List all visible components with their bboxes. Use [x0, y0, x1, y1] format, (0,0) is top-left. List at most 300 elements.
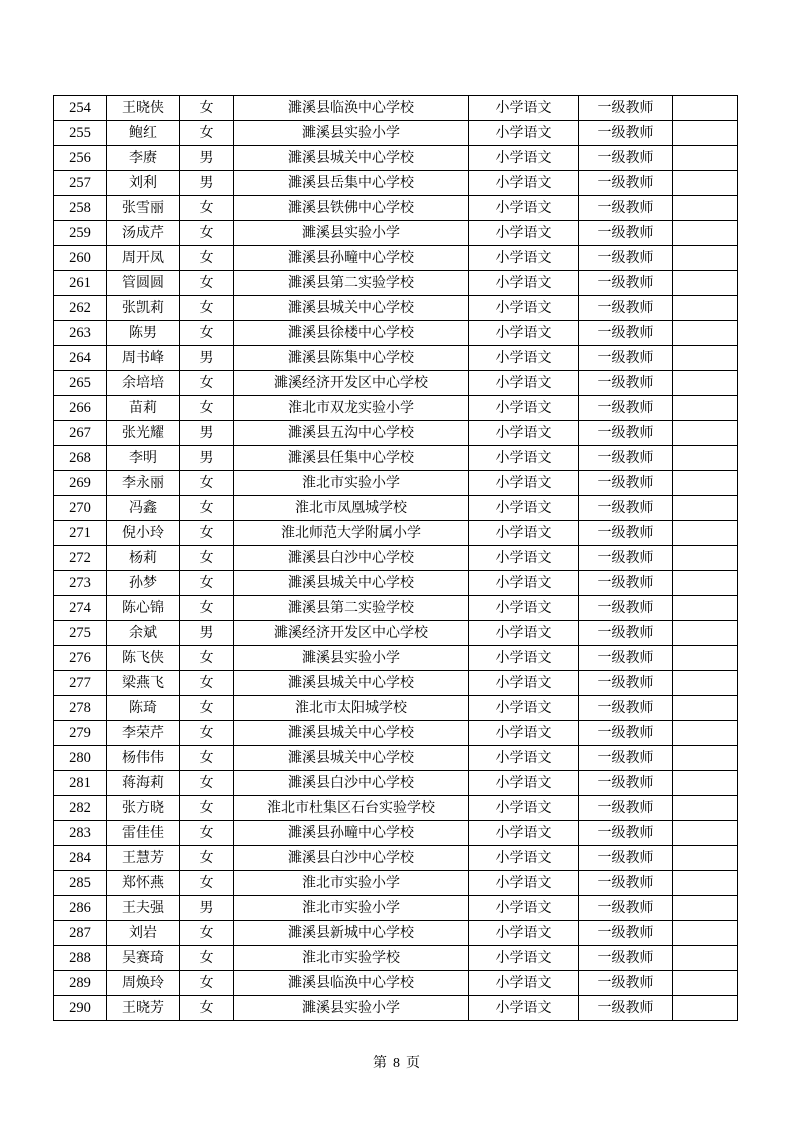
- cell-name: 陈心锦: [107, 596, 180, 621]
- cell-name: 刘岩: [107, 921, 180, 946]
- cell-title: 一级教师: [579, 771, 673, 796]
- cell-school: 淮北市杜集区石台实验学校: [234, 796, 469, 821]
- cell-title: 一级教师: [579, 146, 673, 171]
- cell-name: 王晓侠: [107, 96, 180, 121]
- cell-gender: 女: [180, 771, 234, 796]
- cell-subject: 小学语文: [469, 846, 579, 871]
- cell-gender: 女: [180, 546, 234, 571]
- cell-school: 濉溪县白沙中心学校: [234, 546, 469, 571]
- cell-name: 王晓芳: [107, 996, 180, 1021]
- cell-gender: 女: [180, 121, 234, 146]
- cell-school: 淮北市凤凰城学校: [234, 496, 469, 521]
- cell-gender: 女: [180, 746, 234, 771]
- cell-subject: 小学语文: [469, 571, 579, 596]
- cell-no: 284: [54, 846, 107, 871]
- cell-gender: 女: [180, 296, 234, 321]
- cell-remark: [673, 96, 738, 121]
- cell-remark: [673, 496, 738, 521]
- cell-no: 268: [54, 446, 107, 471]
- cell-title: 一级教师: [579, 596, 673, 621]
- table-row: [54, 646, 738, 671]
- cell-no: 265: [54, 371, 107, 396]
- cell-subject: 小学语文: [469, 771, 579, 796]
- cell-gender: 女: [180, 721, 234, 746]
- cell-subject: 小学语文: [469, 321, 579, 346]
- cell-school: 淮北市双龙实验小学: [234, 396, 469, 421]
- cell-subject: 小学语文: [469, 546, 579, 571]
- cell-remark: [673, 421, 738, 446]
- cell-remark: [673, 871, 738, 896]
- cell-school: 濉溪县徐楼中心学校: [234, 321, 469, 346]
- table-row: [54, 296, 738, 321]
- cell-name: 李永丽: [107, 471, 180, 496]
- cell-gender: 男: [180, 146, 234, 171]
- cell-remark: [673, 971, 738, 996]
- cell-remark: [673, 746, 738, 771]
- table-row: [54, 921, 738, 946]
- cell-name: 张雪丽: [107, 196, 180, 221]
- cell-gender: 女: [180, 846, 234, 871]
- cell-name: 吴赛琦: [107, 946, 180, 971]
- cell-gender: 女: [180, 496, 234, 521]
- cell-gender: 男: [180, 171, 234, 196]
- cell-no: 290: [54, 996, 107, 1021]
- table-row: [54, 571, 738, 596]
- cell-gender: 女: [180, 471, 234, 496]
- cell-name: 梁燕飞: [107, 671, 180, 696]
- cell-gender: 女: [180, 696, 234, 721]
- cell-subject: 小学语文: [469, 796, 579, 821]
- cell-remark: [673, 221, 738, 246]
- cell-title: 一级教师: [579, 746, 673, 771]
- cell-gender: 女: [180, 521, 234, 546]
- cell-remark: [673, 571, 738, 596]
- cell-school: 濉溪县白沙中心学校: [234, 846, 469, 871]
- cell-subject: 小学语文: [469, 96, 579, 121]
- cell-title: 一级教师: [579, 246, 673, 271]
- cell-school: 濉溪县实验小学: [234, 221, 469, 246]
- cell-gender: 女: [180, 221, 234, 246]
- cell-no: 262: [54, 296, 107, 321]
- cell-title: 一级教师: [579, 921, 673, 946]
- cell-remark: [673, 646, 738, 671]
- table-row: [54, 821, 738, 846]
- cell-subject: 小学语文: [469, 946, 579, 971]
- table-row: [54, 946, 738, 971]
- cell-remark: [673, 946, 738, 971]
- table-row: [54, 146, 738, 171]
- table-row: [54, 271, 738, 296]
- cell-subject: 小学语文: [469, 721, 579, 746]
- table-row: [54, 546, 738, 571]
- cell-no: 266: [54, 396, 107, 421]
- cell-school: 濉溪县陈集中心学校: [234, 346, 469, 371]
- cell-no: 289: [54, 971, 107, 996]
- cell-title: 一级教师: [579, 971, 673, 996]
- cell-title: 一级教师: [579, 346, 673, 371]
- cell-no: 288: [54, 946, 107, 971]
- cell-remark: [673, 696, 738, 721]
- cell-name: 周书峰: [107, 346, 180, 371]
- cell-subject: 小学语文: [469, 696, 579, 721]
- cell-school: 濉溪县实验小学: [234, 996, 469, 1021]
- cell-name: 刘利: [107, 171, 180, 196]
- table-row: [54, 421, 738, 446]
- cell-school: 濉溪县临涣中心学校: [234, 971, 469, 996]
- cell-school: 濉溪县新城中心学校: [234, 921, 469, 946]
- cell-remark: [673, 321, 738, 346]
- cell-title: 一级教师: [579, 221, 673, 246]
- cell-name: 鲍红: [107, 121, 180, 146]
- cell-no: 281: [54, 771, 107, 796]
- cell-name: 陈男: [107, 321, 180, 346]
- cell-name: 张方晓: [107, 796, 180, 821]
- cell-remark: [673, 596, 738, 621]
- cell-no: 257: [54, 171, 107, 196]
- cell-school: 濉溪县岳集中心学校: [234, 171, 469, 196]
- cell-remark: [673, 821, 738, 846]
- table-row: [54, 596, 738, 621]
- cell-no: 287: [54, 921, 107, 946]
- cell-no: 277: [54, 671, 107, 696]
- cell-no: 267: [54, 421, 107, 446]
- cell-remark: [673, 171, 738, 196]
- table-row: [54, 971, 738, 996]
- cell-gender: 女: [180, 921, 234, 946]
- cell-title: 一级教师: [579, 646, 673, 671]
- cell-name: 李明: [107, 446, 180, 471]
- cell-no: 264: [54, 346, 107, 371]
- cell-title: 一级教师: [579, 996, 673, 1021]
- table-row: [54, 996, 738, 1021]
- cell-name: 汤成芹: [107, 221, 180, 246]
- cell-name: 管圆圆: [107, 271, 180, 296]
- page-suffix: 页: [406, 1055, 420, 1071]
- cell-title: 一级教师: [579, 421, 673, 446]
- cell-subject: 小学语文: [469, 671, 579, 696]
- cell-gender: 男: [180, 621, 234, 646]
- cell-title: 一级教师: [579, 696, 673, 721]
- table-row: [54, 471, 738, 496]
- cell-no: 269: [54, 471, 107, 496]
- cell-subject: 小学语文: [469, 921, 579, 946]
- table-row: [54, 896, 738, 921]
- cell-school: 濉溪县五沟中心学校: [234, 421, 469, 446]
- cell-no: 280: [54, 746, 107, 771]
- cell-name: 周焕玲: [107, 971, 180, 996]
- cell-no: 273: [54, 571, 107, 596]
- cell-school: 濉溪县城关中心学校: [234, 721, 469, 746]
- cell-no: 276: [54, 646, 107, 671]
- cell-subject: 小学语文: [469, 121, 579, 146]
- cell-subject: 小学语文: [469, 496, 579, 521]
- cell-remark: [673, 271, 738, 296]
- cell-no: 261: [54, 271, 107, 296]
- cell-school: 濉溪经济开发区中心学校: [234, 621, 469, 646]
- table-row: [54, 446, 738, 471]
- cell-name: 陈琦: [107, 696, 180, 721]
- cell-school: 濉溪县孙疃中心学校: [234, 246, 469, 271]
- cell-name: 苗莉: [107, 396, 180, 421]
- cell-school: 淮北师范大学附属小学: [234, 521, 469, 546]
- cell-name: 郑怀燕: [107, 871, 180, 896]
- cell-title: 一级教师: [579, 121, 673, 146]
- page-prefix: 第: [373, 1055, 387, 1071]
- table-row: [54, 96, 738, 121]
- cell-name: 孙梦: [107, 571, 180, 596]
- table-row: [54, 321, 738, 346]
- cell-school: 淮北市实验小学: [234, 471, 469, 496]
- cell-title: 一级教师: [579, 271, 673, 296]
- cell-gender: 男: [180, 346, 234, 371]
- cell-title: 一级教师: [579, 896, 673, 921]
- cell-name: 王慧芳: [107, 846, 180, 871]
- cell-school: 濉溪县孙疃中心学校: [234, 821, 469, 846]
- cell-name: 李荣芹: [107, 721, 180, 746]
- table-body: [54, 96, 738, 1021]
- cell-title: 一级教师: [579, 496, 673, 521]
- cell-no: 258: [54, 196, 107, 221]
- cell-no: 279: [54, 721, 107, 746]
- cell-subject: 小学语文: [469, 621, 579, 646]
- cell-gender: 女: [180, 571, 234, 596]
- cell-remark: [673, 771, 738, 796]
- cell-name: 陈飞侠: [107, 646, 180, 671]
- table-row: [54, 721, 738, 746]
- cell-remark: [673, 921, 738, 946]
- table-row: [54, 496, 738, 521]
- cell-no: 256: [54, 146, 107, 171]
- cell-no: 263: [54, 321, 107, 346]
- cell-school: 濉溪县城关中心学校: [234, 296, 469, 321]
- cell-no: 278: [54, 696, 107, 721]
- cell-no: 260: [54, 246, 107, 271]
- cell-remark: [673, 446, 738, 471]
- table-row: [54, 846, 738, 871]
- cell-gender: 女: [180, 371, 234, 396]
- table-row: [54, 171, 738, 196]
- cell-subject: 小学语文: [469, 971, 579, 996]
- cell-title: 一级教师: [579, 296, 673, 321]
- cell-school: 濉溪县实验小学: [234, 121, 469, 146]
- cell-subject: 小学语文: [469, 521, 579, 546]
- cell-subject: 小学语文: [469, 896, 579, 921]
- cell-school: 濉溪县临涣中心学校: [234, 96, 469, 121]
- cell-name: 倪小玲: [107, 521, 180, 546]
- cell-school: 濉溪县城关中心学校: [234, 146, 469, 171]
- table-row: [54, 671, 738, 696]
- cell-subject: 小学语文: [469, 371, 579, 396]
- cell-title: 一级教师: [579, 946, 673, 971]
- table-row: [54, 621, 738, 646]
- cell-title: 一级教师: [579, 871, 673, 896]
- page-number: 8: [393, 1056, 400, 1071]
- cell-name: 余斌: [107, 621, 180, 646]
- table-row: [54, 696, 738, 721]
- cell-school: 濉溪县城关中心学校: [234, 671, 469, 696]
- cell-subject: 小学语文: [469, 471, 579, 496]
- cell-subject: 小学语文: [469, 346, 579, 371]
- cell-school: 濉溪县城关中心学校: [234, 571, 469, 596]
- cell-remark: [673, 146, 738, 171]
- cell-no: 282: [54, 796, 107, 821]
- page-footer: [0, 1052, 793, 1072]
- cell-subject: 小学语文: [469, 221, 579, 246]
- cell-title: 一级教师: [579, 521, 673, 546]
- table-row: [54, 871, 738, 896]
- cell-title: 一级教师: [579, 846, 673, 871]
- table-row: [54, 121, 738, 146]
- cell-gender: 女: [180, 796, 234, 821]
- cell-remark: [673, 121, 738, 146]
- cell-title: 一级教师: [579, 721, 673, 746]
- cell-subject: 小学语文: [469, 646, 579, 671]
- cell-gender: 女: [180, 971, 234, 996]
- cell-gender: 女: [180, 96, 234, 121]
- cell-remark: [673, 546, 738, 571]
- table-row: [54, 746, 738, 771]
- cell-gender: 女: [180, 646, 234, 671]
- cell-title: 一级教师: [579, 471, 673, 496]
- cell-no: 283: [54, 821, 107, 846]
- cell-school: 濉溪县实验小学: [234, 646, 469, 671]
- cell-school: 濉溪县铁佛中心学校: [234, 196, 469, 221]
- cell-remark: [673, 371, 738, 396]
- cell-no: 270: [54, 496, 107, 521]
- cell-gender: 女: [180, 596, 234, 621]
- cell-subject: 小学语文: [469, 396, 579, 421]
- cell-name: 雷佳佳: [107, 821, 180, 846]
- cell-name: 李赓: [107, 146, 180, 171]
- cell-remark: [673, 521, 738, 546]
- cell-title: 一级教师: [579, 571, 673, 596]
- cell-remark: [673, 621, 738, 646]
- table-row: [54, 346, 738, 371]
- cell-subject: 小学语文: [469, 171, 579, 196]
- cell-subject: 小学语文: [469, 871, 579, 896]
- cell-subject: 小学语文: [469, 596, 579, 621]
- cell-remark: [673, 346, 738, 371]
- cell-title: 一级教师: [579, 396, 673, 421]
- cell-title: 一级教师: [579, 621, 673, 646]
- cell-school: 濉溪县白沙中心学校: [234, 771, 469, 796]
- cell-remark: [673, 246, 738, 271]
- cell-no: 254: [54, 96, 107, 121]
- cell-subject: 小学语文: [469, 296, 579, 321]
- cell-name: 冯鑫: [107, 496, 180, 521]
- cell-school: 淮北市实验小学: [234, 896, 469, 921]
- cell-remark: [673, 671, 738, 696]
- cell-title: 一级教师: [579, 321, 673, 346]
- cell-title: 一级教师: [579, 546, 673, 571]
- cell-name: 张凯莉: [107, 296, 180, 321]
- cell-remark: [673, 996, 738, 1021]
- cell-school: 淮北市实验小学: [234, 871, 469, 896]
- table-row: [54, 371, 738, 396]
- cell-no: 285: [54, 871, 107, 896]
- cell-no: 255: [54, 121, 107, 146]
- cell-remark: [673, 796, 738, 821]
- cell-gender: 女: [180, 996, 234, 1021]
- cell-remark: [673, 721, 738, 746]
- cell-name: 杨莉: [107, 546, 180, 571]
- cell-subject: 小学语文: [469, 821, 579, 846]
- cell-school: 濉溪经济开发区中心学校: [234, 371, 469, 396]
- cell-name: 余培培: [107, 371, 180, 396]
- cell-name: 王夫强: [107, 896, 180, 921]
- cell-school: 淮北市实验学校: [234, 946, 469, 971]
- cell-gender: 女: [180, 946, 234, 971]
- cell-no: 272: [54, 546, 107, 571]
- table-row: [54, 196, 738, 221]
- table-row: [54, 521, 738, 546]
- teacher-table: [53, 95, 738, 1021]
- cell-name: 蒋海莉: [107, 771, 180, 796]
- cell-gender: 女: [180, 871, 234, 896]
- table-row: [54, 221, 738, 246]
- cell-remark: [673, 471, 738, 496]
- cell-subject: 小学语文: [469, 996, 579, 1021]
- cell-gender: 女: [180, 196, 234, 221]
- cell-title: 一级教师: [579, 671, 673, 696]
- cell-gender: 女: [180, 271, 234, 296]
- cell-no: 275: [54, 621, 107, 646]
- cell-subject: 小学语文: [469, 446, 579, 471]
- cell-remark: [673, 296, 738, 321]
- cell-title: 一级教师: [579, 196, 673, 221]
- cell-remark: [673, 196, 738, 221]
- cell-gender: 女: [180, 246, 234, 271]
- cell-no: 286: [54, 896, 107, 921]
- cell-no: 259: [54, 221, 107, 246]
- cell-title: 一级教师: [579, 821, 673, 846]
- cell-school: 濉溪县任集中心学校: [234, 446, 469, 471]
- cell-subject: 小学语文: [469, 271, 579, 296]
- cell-gender: 女: [180, 821, 234, 846]
- cell-school: 濉溪县第二实验学校: [234, 271, 469, 296]
- cell-remark: [673, 846, 738, 871]
- cell-title: 一级教师: [579, 371, 673, 396]
- cell-subject: 小学语文: [469, 196, 579, 221]
- cell-subject: 小学语文: [469, 746, 579, 771]
- table-row: [54, 396, 738, 421]
- cell-school: 淮北市太阳城学校: [234, 696, 469, 721]
- cell-subject: 小学语文: [469, 421, 579, 446]
- cell-subject: 小学语文: [469, 246, 579, 271]
- cell-no: 274: [54, 596, 107, 621]
- cell-title: 一级教师: [579, 796, 673, 821]
- table-row: [54, 771, 738, 796]
- cell-school: 濉溪县第二实验学校: [234, 596, 469, 621]
- cell-gender: 男: [180, 421, 234, 446]
- cell-title: 一级教师: [579, 171, 673, 196]
- cell-title: 一级教师: [579, 96, 673, 121]
- cell-subject: 小学语文: [469, 146, 579, 171]
- cell-school: 濉溪县城关中心学校: [234, 746, 469, 771]
- cell-gender: 女: [180, 321, 234, 346]
- cell-remark: [673, 896, 738, 921]
- cell-gender: 女: [180, 671, 234, 696]
- cell-name: 杨伟伟: [107, 746, 180, 771]
- cell-name: 周开凤: [107, 246, 180, 271]
- cell-title: 一级教师: [579, 446, 673, 471]
- teacher-list-sheet: [53, 95, 737, 1021]
- cell-no: 271: [54, 521, 107, 546]
- cell-gender: 女: [180, 396, 234, 421]
- cell-remark: [673, 396, 738, 421]
- cell-gender: 男: [180, 896, 234, 921]
- table-row: [54, 246, 738, 271]
